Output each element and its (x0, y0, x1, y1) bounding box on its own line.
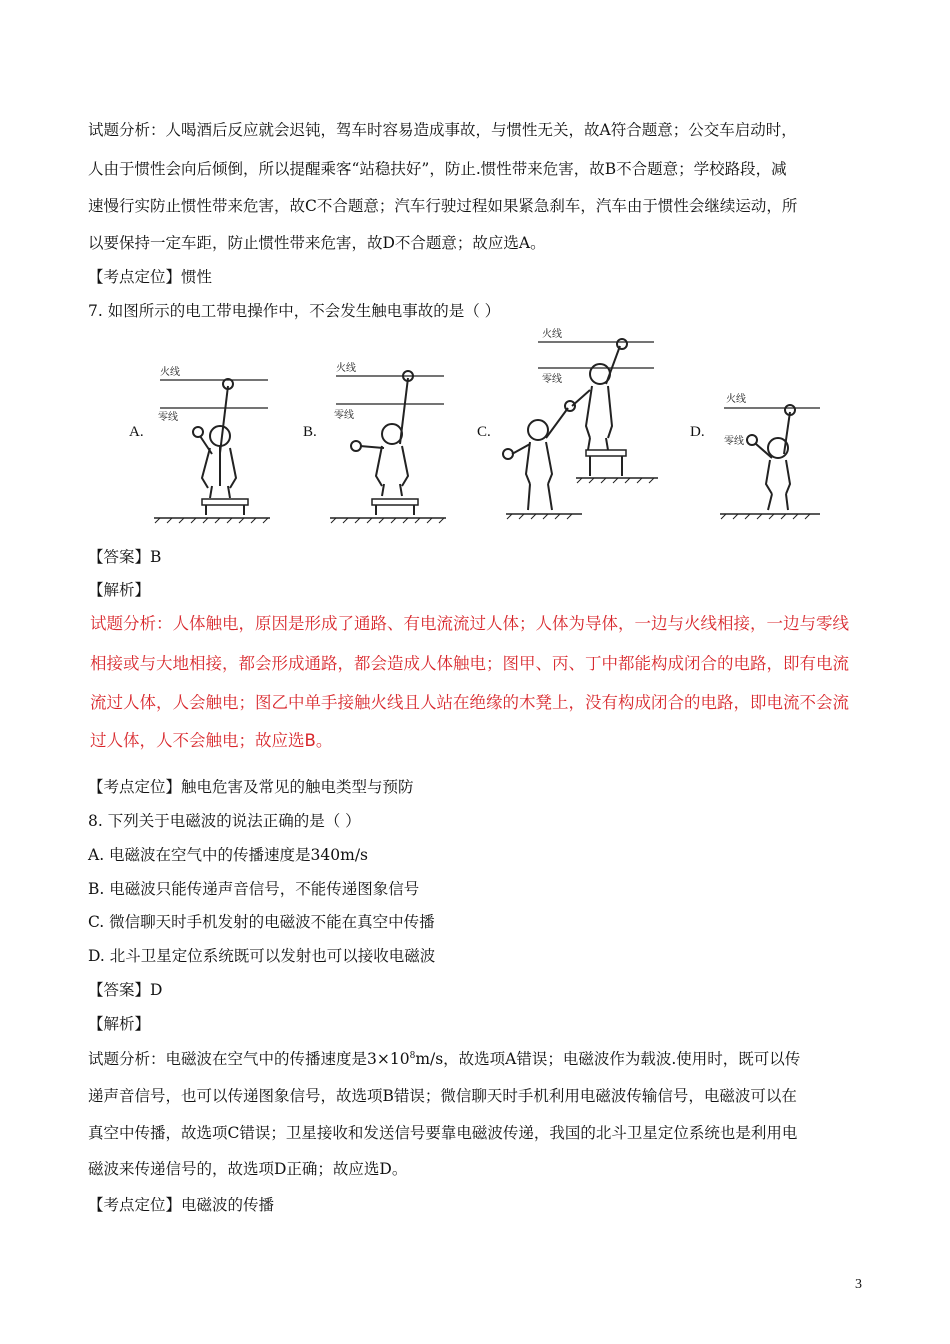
q7-c-person-on-stool (572, 339, 627, 450)
q8-kaodian: 【考点定位】电磁波的传播 (88, 1196, 275, 1214)
prev-analysis-line-4: 以要保持一定车距，防止惯性带来危害，故D不合题意；故应选A。 (88, 234, 546, 252)
q7-option-b-label: B. (303, 424, 317, 440)
q7-c-fire-label: 火线 (542, 329, 562, 340)
q7-c-stool (586, 450, 626, 456)
prev-analysis-line-1: 试题分析：人喝酒后反应就会迟钝，驾车时容易造成事故，与惯性无关，故A符合题意；公交车启动时， (88, 121, 797, 139)
q7-figure-b (326, 356, 451, 524)
q8-option-c: C. 微信聊天时手机发射的电磁波不能在真空中传播 (88, 913, 435, 931)
q8-jiexi: 【解析】 (88, 1015, 151, 1033)
q8-analysis-line-3: 真空中传播，故选项C错误；卫星接收和发送信号要靠电磁波传递，我国的北斗卫星定位系统也是利用电 (88, 1124, 798, 1142)
q8-option-a: A. 电磁波在空气中的传播速度是340m/s (88, 846, 369, 864)
q7-c-person-on-ground (503, 401, 575, 510)
q8-analysis-line-2: 递声音信号，也可以传递图象信号，故选项B错误；微信聊天时手机利用电磁波传输信号，电磁波可以在 (88, 1087, 797, 1105)
q7-option-c-label: C. (477, 424, 491, 440)
page-number: 3 (855, 1277, 862, 1292)
q7-b-stool (372, 499, 418, 505)
q7-stem: 7. 如图所示的电工带电操作中，不会发生触电事故的是（ ） (88, 302, 501, 320)
q7-kaodian: 【考点定位】触电危害及常见的触电类型与预防 (88, 778, 414, 796)
q7-figure-a (150, 358, 275, 524)
q7-d-fire-label: 火线 (726, 394, 746, 405)
q7-d-person (747, 405, 795, 510)
q7-analysis-line-1: 试题分析：人体触电，原因是形成了通路、有电流流过人体；人体为导体，一边与火线相接，一边与零线 (90, 614, 849, 633)
q8-analysis-line-4: 磁波来传递信号的，故选项D正确；故应选D。 (88, 1160, 408, 1178)
q7-figure-d (716, 384, 826, 524)
q7-c-neutral-label: 零线 (542, 374, 562, 385)
q7-a-fire-label: 火线 (160, 367, 180, 378)
q7-analysis-line-2: 相接或与大地相接，都会形成通路，都会造成人体触电；图甲、丙、丁中都能构成闭合的电路，即有电流 (90, 654, 849, 673)
q8-analysis-line-1: 试题分析：电磁波在空气中的传播速度是$3\times 10^8m/s$，故选项A错误；电磁波作为载波.使用时，既可以传 (88, 1050, 801, 1068)
q7-b-neutral-label: 零线 (334, 410, 354, 421)
q8-answer: 【答案】D (88, 981, 163, 999)
q7-answer: 【答案】B (88, 548, 162, 566)
q8-option-d: D. 北斗卫星定位系统既可以发射也可以接收电磁波 (88, 947, 436, 965)
q7-a-neutral-label: 零线 (158, 412, 178, 423)
q7-analysis-line-4: 过人体，人不会触电；故应选B。 (90, 731, 333, 750)
q8-stem: 8. 下列关于电磁波的说法正确的是（ ） (88, 812, 361, 830)
q7-option-d-label: D. (690, 424, 705, 440)
q7-b-person (351, 371, 413, 496)
q7-a-stool (202, 499, 248, 505)
prev-kaodian: 【考点定位】惯性 (88, 268, 213, 286)
q7-d-neutral-label: 零线 (724, 436, 744, 447)
q7-option-a-label: A. (129, 424, 144, 440)
prev-analysis-line-2: 人由于惯性会向后倾倒，所以提醒乘客“站稳扶好”，防止.惯性带来危害，故B不合题意；学校路段，减 (88, 160, 787, 178)
q7-a-person (193, 379, 236, 498)
q7-b-fire-label: 火线 (336, 363, 356, 374)
prev-analysis-line-3: 速慢行实防止惯性带来危害，故C不合题意；汽车行驶过程如果紧急刹车，汽车由于惯性会继续运动，所 (88, 197, 798, 215)
q7-analysis-line-3: 流过人体，人会触电；图乙中单手接触火线且人站在绝缘的木凳上，没有构成闭合的电路，即电流不会流 (90, 693, 849, 712)
q8-option-b: B. 电磁波只能传递声音信号，不能传递图象信号 (88, 880, 420, 898)
q7-figure-c (502, 326, 662, 524)
q7-jiexi: 【解析】 (88, 581, 151, 599)
